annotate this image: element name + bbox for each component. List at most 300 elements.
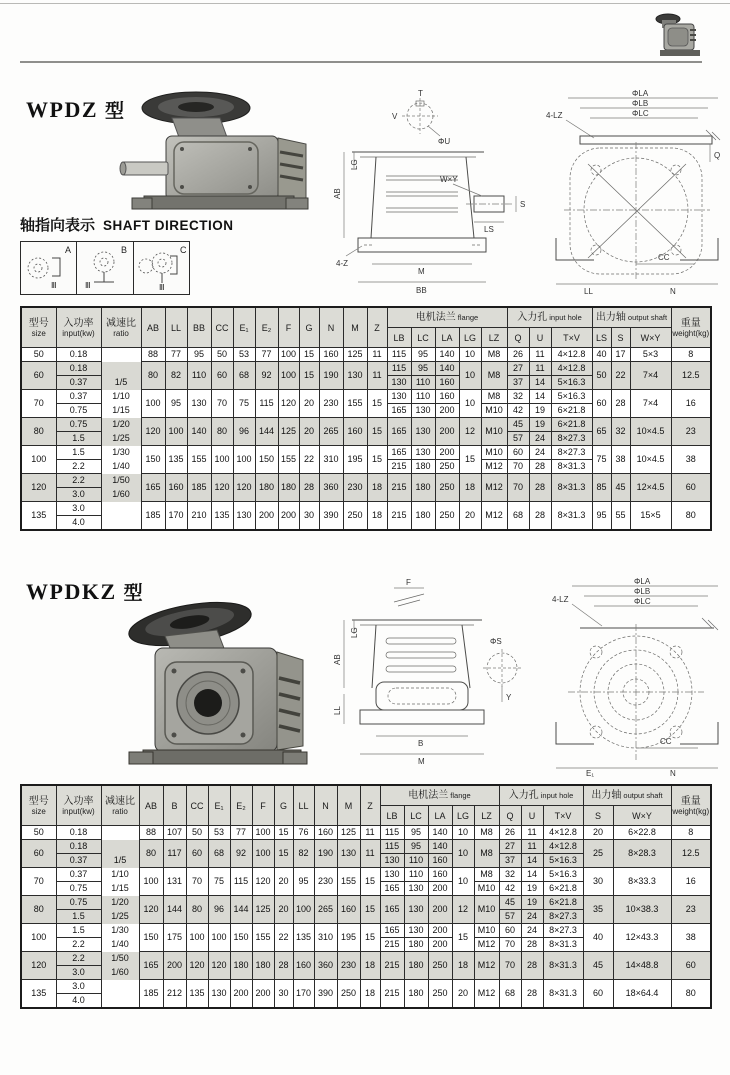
data-cell: 18: [459, 474, 481, 502]
data-cell: 20: [274, 896, 293, 924]
data-cell: 120: [139, 896, 163, 924]
data-cell: 100: [141, 390, 165, 418]
ratio-cell: [101, 980, 139, 994]
data-cell: 0.18: [56, 362, 101, 376]
dim-header: E₁: [233, 307, 255, 348]
table-row: [21, 924, 711, 938]
data-cell: 68: [507, 502, 529, 531]
data-cell: 55: [611, 502, 630, 531]
data-cell: 0.18: [56, 348, 101, 362]
data-cell: 11: [529, 348, 551, 362]
sub-header: Q: [507, 328, 529, 348]
data-cell: 215: [387, 502, 411, 531]
data-cell: 15: [299, 362, 319, 390]
data-cell: 8×27.3: [551, 446, 592, 460]
data-cell: 100: [278, 348, 299, 362]
data-cell: 8×31.3: [551, 502, 592, 531]
wpdkz-title: WPDKZ 型: [26, 579, 143, 604]
ratio-cell: 1/10: [101, 868, 139, 882]
dim-header: E₂: [230, 785, 252, 826]
data-cell: 57: [507, 432, 529, 446]
data-cell: 20: [583, 826, 613, 840]
data-cell: 180: [255, 474, 278, 502]
data-cell: 50: [186, 826, 208, 840]
data-cell: 24: [521, 910, 543, 924]
svg-text:M: M: [418, 267, 425, 276]
data-cell: 95: [293, 868, 314, 896]
data-cell: 130: [380, 868, 404, 882]
data-cell: 14: [529, 390, 551, 404]
data-cell: 200: [163, 952, 186, 980]
data-cell: 26: [507, 348, 529, 362]
data-cell: 10: [452, 868, 474, 896]
data-cell: 18: [360, 980, 380, 1009]
data-cell: 117: [163, 840, 186, 868]
group-header: 入力孔 input hole: [499, 785, 583, 806]
shaft-direction-heading: 轴指向表示 SHAFT DIRECTION: [20, 217, 234, 234]
svg-text:LL: LL: [584, 287, 593, 296]
svg-text:ΦLA: ΦLA: [634, 577, 651, 586]
data-cell: 165: [139, 952, 163, 980]
data-cell: 95: [165, 390, 187, 418]
data-cell: 8×31.3: [551, 460, 592, 474]
svg-text:Y: Y: [506, 693, 512, 702]
table-row: [21, 896, 711, 910]
data-cell: 155: [343, 390, 367, 418]
dim-header: AB: [139, 785, 163, 826]
data-cell: M12: [474, 938, 499, 952]
svg-text:Q: Q: [714, 151, 721, 160]
data-cell: 100: [139, 868, 163, 896]
data-cell: M8: [481, 390, 507, 404]
ratio-cell: 1/30: [101, 924, 139, 938]
data-cell: 3.0: [56, 980, 101, 994]
svg-text:ΦLC: ΦLC: [634, 597, 651, 606]
data-cell: 2.2: [56, 938, 101, 952]
data-cell: 130: [233, 502, 255, 531]
svg-text:N: N: [670, 769, 676, 778]
wpdz-front-drawing: [528, 88, 724, 304]
svg-text:C: C: [179, 245, 187, 255]
dim-header: N: [319, 307, 343, 348]
data-cell: 85: [592, 474, 611, 502]
data-cell: 180: [404, 980, 428, 1009]
data-cell: 135: [21, 980, 56, 1009]
svg-text:4-Z: 4-Z: [336, 259, 348, 268]
data-cell: 125: [343, 348, 367, 362]
data-cell: 70: [499, 938, 521, 952]
data-cell: 155: [187, 446, 211, 474]
data-cell: 15: [367, 390, 387, 418]
data-cell: 130: [404, 882, 428, 896]
data-cell: 215: [380, 938, 404, 952]
sub-header: LB: [380, 806, 404, 826]
data-cell: 0.18: [56, 840, 101, 854]
sub-header: S: [611, 328, 630, 348]
data-cell: 200: [278, 502, 299, 531]
data-cell: 53: [233, 348, 255, 362]
group-header: 电机法兰 flange: [387, 307, 507, 328]
sub-header: LZ: [474, 806, 499, 826]
ratio-cell: 1/15: [101, 404, 141, 418]
data-cell: 130: [411, 404, 435, 418]
data-cell: 30: [274, 980, 293, 1009]
dim-header: BB: [187, 307, 211, 348]
data-cell: 15: [459, 446, 481, 474]
data-cell: 28: [611, 390, 630, 418]
data-cell: 250: [428, 952, 452, 980]
data-cell: 107: [163, 826, 186, 840]
data-cell: 8: [671, 826, 711, 840]
ratio-cell: 1/5: [101, 376, 141, 390]
dim-header: F: [278, 307, 299, 348]
table-row: [21, 826, 711, 840]
data-cell: 28: [299, 474, 319, 502]
data-cell: M10: [474, 882, 499, 896]
data-cell: 120: [278, 390, 299, 418]
data-cell: 28: [521, 952, 543, 980]
data-cell: 185: [187, 474, 211, 502]
data-cell: 6×22.8: [613, 826, 671, 840]
data-cell: 16: [671, 390, 711, 418]
data-cell: 16: [671, 868, 711, 896]
data-cell: 77: [255, 348, 278, 362]
data-cell: 120: [233, 474, 255, 502]
data-cell: 3.0: [56, 966, 101, 980]
data-cell: 6×21.8: [543, 882, 583, 896]
svg-text:ΦLA: ΦLA: [632, 89, 649, 98]
data-cell: 45: [507, 418, 529, 432]
data-cell: 96: [233, 418, 255, 446]
data-cell: 27: [507, 362, 529, 376]
data-cell: 24: [529, 446, 551, 460]
data-cell: 28: [521, 980, 543, 1009]
data-cell: 185: [139, 980, 163, 1009]
data-cell: 120: [208, 952, 230, 980]
data-cell: 92: [255, 362, 278, 390]
ratio-cell: 1/60: [101, 488, 141, 502]
data-cell: 19: [529, 418, 551, 432]
data-cell: 200: [435, 418, 459, 446]
svg-text:Ⅲ: Ⅲ: [51, 281, 57, 290]
svg-text:N: N: [670, 287, 676, 296]
data-cell: 4×12.8: [543, 840, 583, 854]
data-cell: 50: [21, 348, 56, 362]
data-cell: M12: [474, 980, 499, 1009]
data-cell: 150: [230, 924, 252, 952]
data-cell: M8: [474, 868, 499, 882]
data-cell: 200: [255, 502, 278, 531]
data-cell: 0.18: [56, 826, 101, 840]
data-cell: 135: [293, 924, 314, 952]
data-cell: 150: [141, 446, 165, 474]
data-cell: 200: [230, 980, 252, 1009]
data-cell: 120: [211, 474, 233, 502]
data-cell: 165: [387, 418, 411, 446]
data-cell: 27: [499, 840, 521, 854]
top-border-line: [0, 3, 730, 4]
data-cell: 6×21.8: [551, 404, 592, 418]
data-cell: 2.2: [56, 474, 101, 488]
data-cell: 100: [21, 446, 56, 474]
data-cell: 70: [507, 460, 529, 474]
data-cell: 95: [411, 348, 435, 362]
data-cell: 1.5: [56, 432, 101, 446]
data-cell: 8×27.3: [543, 910, 583, 924]
data-cell: 96: [208, 896, 230, 924]
data-cell: 200: [428, 924, 452, 938]
svg-text:CC: CC: [660, 737, 672, 746]
data-cell: 215: [387, 474, 411, 502]
data-cell: 28: [521, 938, 543, 952]
data-cell: 265: [319, 418, 343, 446]
data-cell: 15: [360, 896, 380, 924]
data-cell: 175: [163, 924, 186, 952]
data-cell: 2.2: [56, 460, 101, 474]
data-cell: 5×16.3: [551, 390, 592, 404]
sub-header: LS: [592, 328, 611, 348]
dim-header: G: [274, 785, 293, 826]
data-cell: 190: [319, 362, 343, 390]
data-cell: 95: [187, 348, 211, 362]
data-cell: 250: [435, 474, 459, 502]
data-cell: M12: [481, 502, 507, 531]
table-row: [21, 952, 711, 966]
data-cell: 230: [337, 952, 360, 980]
table-row: [21, 390, 711, 404]
data-cell: 60: [499, 924, 521, 938]
data-cell: 82: [293, 840, 314, 868]
data-cell: 180: [411, 474, 435, 502]
table-row: [21, 418, 711, 432]
data-cell: 82: [165, 362, 187, 390]
data-cell: 12: [459, 418, 481, 446]
data-cell: 144: [230, 896, 252, 924]
svg-text:Ⅲ: Ⅲ: [85, 281, 91, 290]
data-cell: 20: [459, 502, 481, 531]
data-cell: 12.5: [671, 840, 711, 868]
wpdkz-product-photo: [95, 586, 313, 772]
data-cell: 15: [274, 826, 293, 840]
data-cell: M10: [481, 418, 507, 446]
header-rule: [20, 61, 702, 63]
dim-header: M: [337, 785, 360, 826]
data-cell: 20: [299, 390, 319, 418]
data-cell: 390: [319, 502, 343, 531]
data-cell: 2.2: [56, 952, 101, 966]
data-cell: 32: [507, 390, 529, 404]
data-cell: 6×21.8: [543, 896, 583, 910]
data-cell: 60: [507, 446, 529, 460]
data-cell: 130: [337, 840, 360, 868]
svg-text:4-LZ: 4-LZ: [552, 595, 569, 604]
data-cell: 3.0: [56, 488, 101, 502]
data-cell: 165: [380, 924, 404, 938]
data-cell: 60: [186, 840, 208, 868]
data-cell: 144: [255, 418, 278, 446]
data-cell: 70: [499, 952, 521, 980]
data-cell: 130: [387, 376, 411, 390]
data-cell: 75: [233, 390, 255, 418]
dim-header: G: [299, 307, 319, 348]
data-cell: 15: [452, 924, 474, 952]
data-cell: 95: [404, 826, 428, 840]
svg-text:V: V: [392, 112, 398, 121]
data-cell: 180: [411, 502, 435, 531]
data-cell: 3.0: [56, 502, 101, 516]
data-cell: 200: [428, 882, 452, 896]
data-cell: 215: [387, 460, 411, 474]
data-cell: 4×12.8: [551, 348, 592, 362]
data-cell: 88: [141, 348, 165, 362]
data-cell: 28: [274, 952, 293, 980]
data-cell: 110: [187, 362, 211, 390]
data-cell: 250: [337, 980, 360, 1009]
data-cell: 23: [671, 896, 711, 924]
data-cell: 4.0: [56, 994, 101, 1009]
data-cell: 5×16.3: [543, 868, 583, 882]
data-cell: M8: [481, 348, 507, 362]
data-cell: 5×3: [630, 348, 671, 362]
data-cell: 250: [435, 502, 459, 531]
table-row: [21, 868, 711, 882]
sub-header: W×Y: [630, 328, 671, 348]
data-cell: 1.5: [56, 446, 101, 460]
shaft-direction-cell-c: [134, 242, 189, 294]
svg-text:F: F: [406, 578, 411, 587]
data-cell: 14×48.8: [613, 952, 671, 980]
data-cell: 4.0: [56, 516, 101, 531]
data-cell: 38: [671, 924, 711, 952]
data-cell: 12: [452, 896, 474, 924]
data-cell: 0.37: [56, 868, 101, 882]
data-cell: 100: [186, 924, 208, 952]
data-cell: 77: [165, 348, 187, 362]
data-cell: 140: [187, 418, 211, 446]
data-cell: 180: [404, 952, 428, 980]
group-header: 入力孔 input hole: [507, 307, 592, 328]
sub-header: S: [583, 806, 613, 826]
table-row: [21, 980, 711, 994]
data-cell: 77: [230, 826, 252, 840]
data-cell: 30: [583, 868, 613, 896]
data-cell: 5×16.3: [543, 854, 583, 868]
svg-text:Ⅲ: Ⅲ: [158, 283, 165, 292]
data-cell: 180: [411, 460, 435, 474]
data-cell: 60: [671, 952, 711, 980]
ratio-cell: 1/25: [101, 432, 141, 446]
data-cell: 160: [314, 826, 337, 840]
data-cell: 60: [671, 474, 711, 502]
data-cell: 130: [380, 854, 404, 868]
data-cell: 95: [411, 362, 435, 376]
data-cell: 60: [592, 390, 611, 418]
data-cell: M10: [481, 404, 507, 418]
data-cell: 0.75: [56, 404, 101, 418]
data-cell: 110: [404, 868, 428, 882]
data-cell: 19: [521, 882, 543, 896]
data-cell: M12: [481, 474, 507, 502]
data-cell: 131: [163, 868, 186, 896]
ratio-cell: [101, 840, 139, 854]
data-cell: 8×33.3: [613, 868, 671, 896]
data-cell: 14: [521, 868, 543, 882]
svg-text:T: T: [418, 89, 423, 98]
data-cell: 8×31.3: [543, 938, 583, 952]
data-cell: 1.5: [56, 910, 101, 924]
svg-text:LG: LG: [350, 159, 359, 170]
data-cell: 180: [404, 938, 428, 952]
ratio-cell: 1/15: [101, 882, 139, 896]
data-cell: 140: [428, 826, 452, 840]
svg-text:ΦLB: ΦLB: [632, 99, 649, 108]
data-cell: 80: [21, 896, 56, 924]
data-cell: 8×28.3: [613, 840, 671, 868]
data-cell: 15: [367, 446, 387, 474]
data-cell: 92: [230, 840, 252, 868]
dim-header: CC: [211, 307, 233, 348]
data-cell: 160: [428, 854, 452, 868]
data-cell: 8×27.3: [543, 924, 583, 938]
ratio-cell: 1/20: [101, 896, 139, 910]
table-row: [21, 362, 711, 376]
data-cell: 125: [337, 826, 360, 840]
data-cell: 68: [208, 840, 230, 868]
ratio-cell: [101, 348, 141, 362]
data-cell: M12: [474, 952, 499, 980]
dim-header: B: [163, 785, 186, 826]
data-cell: 130: [387, 390, 411, 404]
data-cell: 200: [435, 446, 459, 460]
data-cell: 22: [611, 362, 630, 390]
data-cell: 0.37: [56, 854, 101, 868]
svg-text:E₁: E₁: [586, 769, 595, 778]
data-cell: 11: [521, 840, 543, 854]
data-cell: 24: [529, 432, 551, 446]
data-cell: 12×4.5: [630, 474, 671, 502]
ratio-cell: 1/40: [101, 460, 141, 474]
data-cell: 10: [459, 362, 481, 390]
data-cell: 195: [343, 446, 367, 474]
data-cell: 160: [435, 390, 459, 404]
sub-header: LB: [387, 328, 411, 348]
data-cell: 8: [671, 348, 711, 362]
weight-header: 重量 weight(kg): [671, 307, 711, 348]
data-cell: 360: [314, 952, 337, 980]
data-cell: 115: [230, 868, 252, 896]
data-cell: 19: [529, 404, 551, 418]
data-cell: 32: [499, 868, 521, 882]
data-cell: 38: [611, 446, 630, 474]
data-cell: 23: [671, 418, 711, 446]
data-cell: 190: [314, 840, 337, 868]
data-cell: 200: [428, 896, 452, 924]
data-cell: 165: [380, 882, 404, 896]
data-cell: 230: [343, 474, 367, 502]
data-cell: 19: [521, 896, 543, 910]
svg-text:AB: AB: [333, 654, 342, 665]
data-cell: 0.37: [56, 376, 101, 390]
dim-header: E₂: [255, 307, 278, 348]
data-cell: 130: [187, 390, 211, 418]
data-cell: 80: [186, 896, 208, 924]
data-cell: 11: [529, 362, 551, 376]
ratio-cell: [101, 516, 141, 531]
sub-header: LZ: [481, 328, 507, 348]
data-cell: 80: [671, 980, 711, 1009]
ratio-cell: [101, 826, 139, 840]
data-cell: 11: [360, 840, 380, 868]
